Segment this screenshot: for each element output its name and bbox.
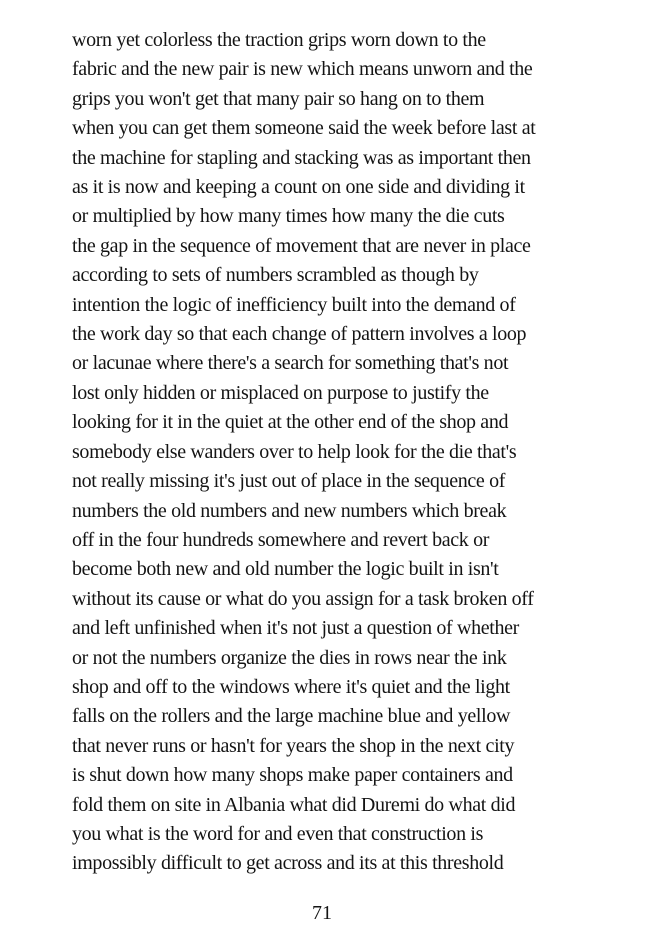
text-line: shop and off to the windows where it's quiet and the light [72,675,510,698]
text-line: without its cause or what do you assign for a task broken off [72,587,534,610]
text-line: looking for it in the quiet at the other end of the shop and [72,411,509,434]
text-line: lost only hidden or misplaced on purpose to justify the [72,381,489,404]
text-line: somebody else wanders over to help look for the die that's [72,440,517,463]
text-line: the gap in the sequence of movement that are never in place [72,234,531,257]
text-line: you what is the word for and even that construction is [72,822,484,845]
text-line: according to sets of numbers scrambled as though by [72,264,479,287]
text-line: worn yet colorless the traction grips worn down to the [72,29,486,51]
text-line: become both new and old number the logic built in isn't [72,558,499,581]
text-line: grips you won't get that many pair so hang on to them [72,87,485,110]
text-line: or lacunae where there's a search for something that's not [72,352,509,375]
text-line: as it is now and keeping a count on one side and dividing it [72,176,525,199]
text-line: intention the logic of inefficiency built into the demand of [72,293,516,316]
text-line: numbers the old numbers and new numbers which break [72,499,507,522]
text-line: off in the four hundreds somewhere and revert back or [72,528,490,551]
text-line: not really missing it's just out of place in the sequence of [72,470,506,493]
text-line: or multiplied by how many times how many the die cuts [72,205,505,228]
text-line: and left unfinished when it's not just a question of whether [72,617,519,640]
text-line: is shut down how many shops make paper containers and [72,764,513,787]
text-line: the work day so that each change of pattern involves a loop [72,323,527,346]
text-line: falls on the rollers and the large machine blue and yellow [72,705,511,728]
text-line: when you can get them someone said the week before last at [72,117,536,140]
text-line: fold them on site in Albania what did Duremi do what did [72,793,516,816]
text-line: fabric and the new pair is new which means unworn and the [72,58,533,81]
text-line: that never runs or hasn't for years the shop in the next city [72,734,515,757]
text-line: impossibly difficult to get across and its at this threshold [72,852,504,875]
text-line: or not the numbers organize the dies in rows near the ink [72,646,507,669]
body-text [72,26,578,879]
text-line: the machine for stapling and stacking was as important then [72,146,531,169]
page-number: 71 [312,902,332,924]
